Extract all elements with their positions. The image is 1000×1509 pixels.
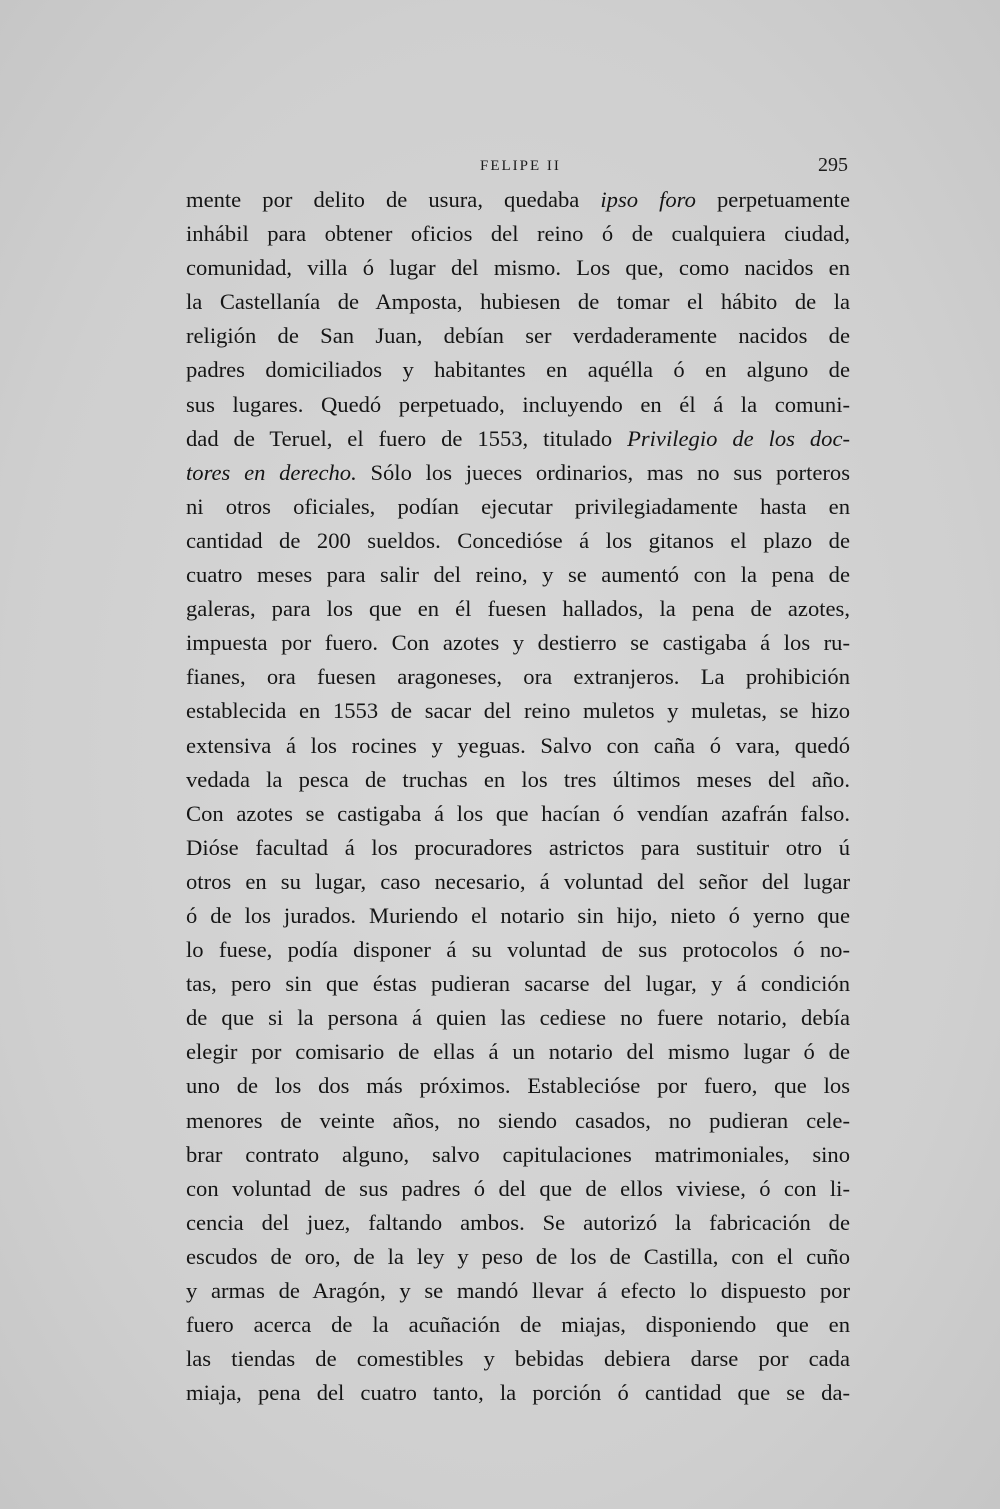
text-line <box>186 1069 850 1103</box>
text-run: tas, pero sin que éstas pudieran sacarse del lugar, y á condición <box>186 971 850 997</box>
text-run: las tiendas de comestibles y bebidas debiera darse por cada <box>186 1346 850 1372</box>
text-run: Con azotes se castigaba á los que hacían ó vendían azafrán falso. <box>186 800 850 826</box>
text-run: brar contrato alguno, salvo capitulaciones matrimoniales, sino <box>186 1141 850 1167</box>
text-line <box>186 729 850 763</box>
text-line <box>186 763 850 797</box>
text-run: religión de San Juan, debían ser verdaderamente nacidos de <box>186 323 850 349</box>
text-line <box>186 933 850 967</box>
text-run: y armas de Aragón, y se mandó llevar á efecto lo dispuesto por <box>186 1278 850 1303</box>
page-number: 295 <box>818 154 848 176</box>
text-line <box>186 319 850 353</box>
text-run: establecida en 1553 de sacar del reino muletos y muletas, se hizo <box>186 698 850 724</box>
text-line <box>186 422 850 456</box>
text-run: uno de los dos más próximos. Establecióse por fuero, que los <box>186 1073 850 1099</box>
text-run: galeras, para los que en él fuesen hallados, la pena de azotes, <box>186 596 850 622</box>
text-line <box>186 1172 850 1206</box>
text-run: cencia del juez, faltando ambos. Se autorizó la fabricación de <box>186 1209 850 1235</box>
text-line <box>186 1342 850 1376</box>
text-run: otros en su lugar, caso necesario, á voluntad del señor del lugar <box>186 868 850 894</box>
italic-title: tores en derecho. <box>186 459 357 485</box>
text-run: fuero acerca de la acuñación de miajas, disponiendo que en <box>186 1312 850 1338</box>
text-line <box>186 183 850 217</box>
text-line <box>186 1104 850 1138</box>
text-line <box>186 797 850 831</box>
text-line <box>186 626 850 660</box>
text-run: menores de veinte años, no siendo casados, no pudieran cele- <box>186 1107 850 1133</box>
text-line <box>186 694 850 728</box>
text-run: elegir por comisario de ellas á un notario del mismo lugar ó de <box>186 1039 850 1065</box>
text-run: Dióse facultad á los procuradores astrictos para sustituir otro ú <box>186 834 850 860</box>
text-line <box>186 1206 850 1240</box>
text-line <box>186 558 850 592</box>
text-run: miaja, pena del cuatro tanto, la porción ó cantidad que se da- <box>186 1380 850 1406</box>
text-run: mente por delito de usura, quedaba <box>186 187 601 212</box>
text-line <box>186 1240 850 1274</box>
text-run: extensiva á los rocines y yeguas. Salvo con caña ó vara, quedó <box>186 732 850 758</box>
text-run: escudos de oro, de la ley y peso de los de Castilla, con el cuño <box>186 1243 850 1269</box>
italic-title: Privilegio de los doc- <box>627 425 850 451</box>
text-line <box>186 899 850 933</box>
text-run: impuesta por fuero. Con azotes y destierro se castigaba á los ru- <box>186 630 850 656</box>
text-run: con voluntad de sus padres ó del que de ellos viviese, ó con li- <box>186 1175 850 1201</box>
text-run: sus lugares. Quedó perpetuado, incluyendo en él á la comuni- <box>186 391 850 417</box>
text-run: de que si la persona á quien las cediese no fuere notario, debía <box>186 1005 850 1031</box>
text-line <box>186 353 850 387</box>
text-run: Sólo los jueces ordinarios, mas no sus porteros <box>356 459 850 485</box>
text-line <box>186 285 850 319</box>
text-run: inhábil para obtener oficios del reino ó de cualquiera ciudad, <box>186 221 850 247</box>
text-line <box>186 524 850 558</box>
text-line <box>186 388 850 422</box>
text-run: padres domiciliados y habitantes en aquélla ó en alguno de <box>186 357 850 383</box>
text-line <box>186 1274 850 1308</box>
text-line <box>186 967 850 1001</box>
text-run: ni otros oficiales, podían ejecutar privilegiadamente hasta en <box>186 493 850 519</box>
text-run: dad de Teruel, el fuero de 1553, titulado <box>186 425 628 451</box>
text-run: vedada la pesca de truchas en los tres últimos meses del año. <box>186 766 850 792</box>
text-line <box>186 831 850 865</box>
text-line <box>186 1035 850 1069</box>
text-line <box>186 1376 850 1410</box>
text-line <box>186 865 850 899</box>
text-run: lo fuese, podía disponer á su voluntad de sus protocolos ó no- <box>186 937 850 963</box>
running-title: FELIPE II <box>480 158 561 174</box>
body-text <box>186 183 850 1410</box>
text-run: la Castellanía de Amposta, hubiesen de tomar el hábito de la <box>186 289 850 315</box>
text-run: fianes, ora fuesen aragoneses, ora extranjeros. La prohibición <box>186 664 850 690</box>
text-run: perpetuamente <box>695 187 850 212</box>
text-line <box>186 1001 850 1035</box>
running-head <box>180 150 850 180</box>
text-run: comunidad, villa ó lugar del mismo. Los que, como nacidos en <box>186 255 850 281</box>
text-run: ó de los jurados. Muriendo el notario sin hijo, nieto ó yerno que <box>186 902 850 928</box>
text-line <box>186 660 850 694</box>
text-line <box>186 1138 850 1172</box>
text-line <box>186 592 850 626</box>
text-line <box>186 217 850 251</box>
text-run: cantidad de 200 sueldos. Concedióse á los gitanos el plazo de <box>186 527 850 553</box>
text-line <box>186 456 850 490</box>
text-line <box>186 251 850 285</box>
text-line <box>186 490 850 524</box>
text-run: cuatro meses para salir del reino, y se aumentó con la pena de <box>186 562 850 588</box>
italic-title: ipso foro <box>600 187 696 212</box>
text-line <box>186 1308 850 1342</box>
